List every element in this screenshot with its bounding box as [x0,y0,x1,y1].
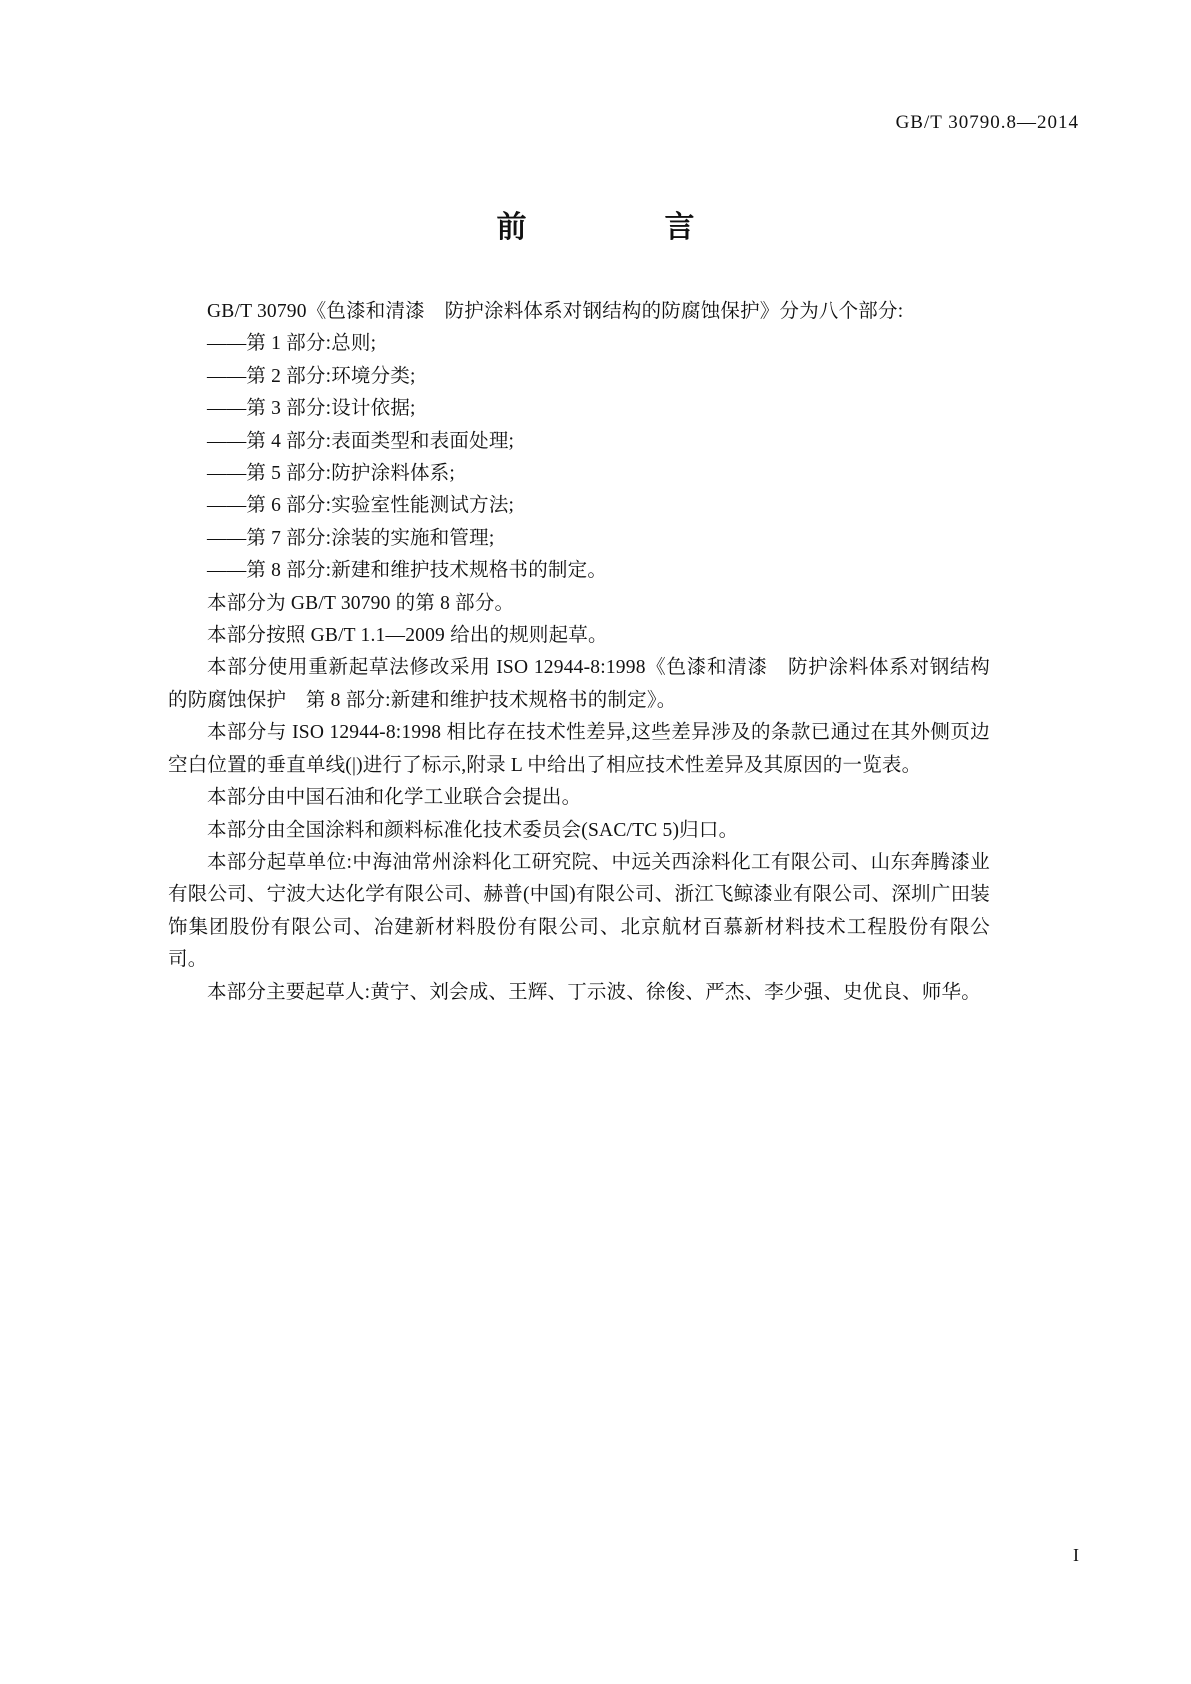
page-header-standard-code: GB/T 30790.8—2014 [895,112,1079,133]
part-list-item: ——第 7 部分:涂装的实施和管理; [207,527,495,549]
part-list-item: ——第 4 部分:表面类型和表面处理; [207,430,515,452]
part-list-item: ——第 5 部分:防护涂料体系; [207,463,456,485]
part-list-item: ——第 3 部分:设计依据; [207,398,416,420]
part-list-item: ——第 1 部分:总则; [207,333,377,355]
foreword-paragraph: 本部分按照 GB/T 1.1—2009 给出的规则起草。 [207,625,608,647]
part-list-item: ——第 8 部分:新建和维护技术规格书的制定。 [207,560,608,582]
foreword-paragraph: 本部分与 ISO 12944-8:1998 相比存在技术性差异,这些差异涉及的条款已通过在其外侧页边空白位置的垂直单线(|)进行了标示,附录 L 中给出了相应技术性差异及其原因的一览表。 [168,722,990,776]
part-list-item: ——第 6 部分:实验室性能测试方法; [207,495,515,517]
page-number: I [1073,1545,1079,1565]
part-list-item: ——第 2 部分:环境分类; [207,365,416,387]
foreword-paragraph: 本部分为 GB/T 30790 的第 8 部分。 [207,592,515,614]
page-title: 前 言 [496,211,721,244]
foreword-paragraph: 本部分主要起草人:黄宁、刘会成、王辉、丁示波、徐俊、严杰、李少强、史优良、师华。 [207,981,981,1003]
foreword-paragraph: 本部分使用重新起草法修改采用 ISO 12944-8:1998《色漆和清漆 防护涂料体系对钢结构的防腐蚀保护 第 8 部分:新建和维护技术规格书的制定》。 [168,657,990,711]
foreword-body [168,296,990,1009]
foreword-paragraph: 本部分由全国涂料和颜料标准化技术委员会(SAC/TC 5)归口。 [207,819,739,841]
foreword-paragraph: 本部分由中国石油和化学工业联合会提出。 [207,787,582,809]
intro-paragraph: GB/T 30790《色漆和清漆 防护涂料体系对钢结构的防腐蚀保护》分为八个部分: [207,301,904,322]
foreword-paragraph: 本部分起草单位:中海油常州涂料化工研究院、中远关西涂料化工有限公司、山东奔腾漆业有限公司、宁波大达化学有限公司、赫普(中国)有限公司、浙江飞鲸漆业有限公司、深圳广田装饰集团股份有限公司、冶建新材料股份有限公司、北京航材百慕新材料技术工程股份有限公司。 [168,851,990,971]
